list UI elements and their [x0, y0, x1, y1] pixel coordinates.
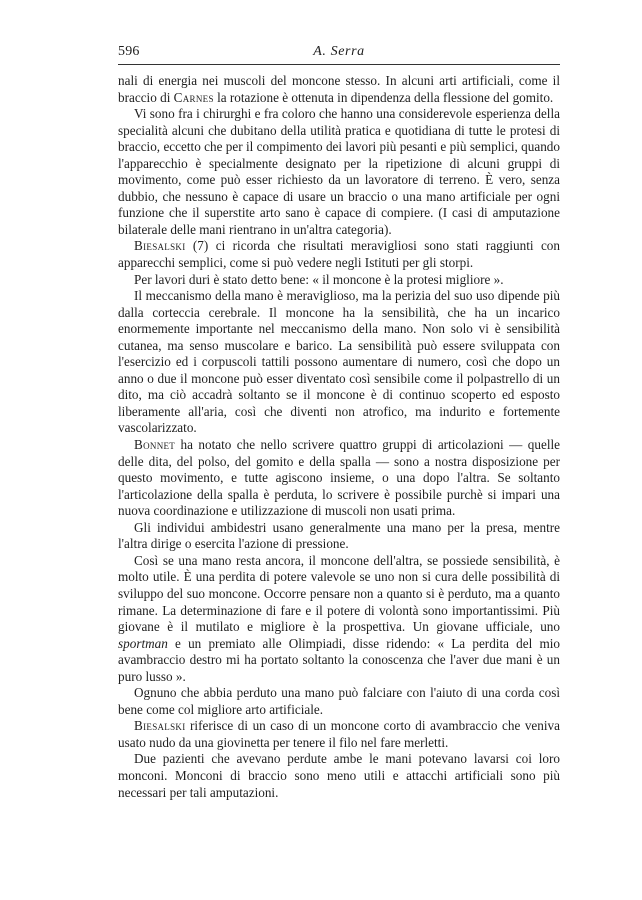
text-run: Vi sono fra i chirurghi e fra coloro che hanno una considerevole esperienza della specialità alcuni che dubitano della utilità pratica e quotidiana di tutte le protesi di braccio, eccetto che per il compimento dei lavori più pesanti e più semplici, quando l'apparecchio è specialmente designato per la ripetizione di alcuni gruppi di movimento, come può esser richiesto da un lavoratore di terreno. È vero, senza dubbio, che nessuno è capace di usare un braccio o una mano artificiale per ogni funzione che il superstite arto sano è capace di compiere. (I casi di amputazione bilaterale delle mani rientrano in un'altra categoria).	[118, 106, 560, 237]
paragraph	[118, 718, 560, 751]
page-number: 596	[118, 44, 140, 59]
author-name: Biesalski	[134, 238, 186, 254]
paragraph	[118, 272, 560, 289]
paragraph	[118, 288, 560, 437]
header-rule	[118, 64, 560, 65]
text-run: la rotazione è ottenuta in dipendenza della flessione del gomito.	[213, 89, 554, 105]
text-run: Così se una mano resta ancora, il moncone dell'altra, se possiede sensibilità, è molto utile. È una perdita di potere valevole se uno non si cura delle possibilità di sviluppo del suo moncone. Occorre pensare non a quanto si è perduto, ma a quanto rimane. La determinazione di fare e il potere di volontà sono importantissimi. Più giovane è il mutilato e migliore è la prospettiva. Un giovane ufficiale, uno	[118, 552, 560, 635]
author-name: Bonnet	[134, 437, 176, 453]
paragraph	[118, 106, 560, 238]
text-run: ha notato che nello scrivere quattro gruppi di articolazioni — quelle delle dita, del polso, del gomito e della spalla — sono a nostra disposizione per questo movimento, e tutte agiscono insieme, o una dopo l'altra. Se soltanto l'articolazione della spalla è perduta, lo scrivere è possibile purchè si impari una nuova coordinazione e utilizzazione di muscoli non usati prima.	[118, 437, 560, 519]
author-name: Carnes	[173, 89, 214, 105]
text-run: e un premiato alle Olimpiadi, disse ridendo: « La perdita del mio avambraccio destro mi ha portato soltanto la conoscenza che l'aver due mani è un puro lusso ».	[118, 635, 560, 684]
author-name: Biesalski	[134, 718, 186, 734]
text-run: Per lavori duri è stato detto bene: « il moncone è la protesi migliore ».	[134, 271, 504, 287]
paragraph	[118, 238, 560, 271]
text-run: Gli individui ambidestri usano generalmente una mano per la presa, mentre l'altra dirige o esercita l'azione di pressione.	[118, 519, 560, 552]
paragraph	[118, 73, 560, 106]
paragraph	[118, 437, 560, 520]
italic-term: sportman	[118, 635, 168, 651]
text-run: Il meccanismo della mano è meraviglioso, ma la perizia del suo uso dipende più dalla corteccia cerebrale. Il moncone ha la sensibilità, che ha un incarico enormemente importante nel meccanismo della mano. Non solo vi è sensibilità cutanea, ma senso muscolare e barico. La sensibilità può essere sviluppata con l'esercizio ed i corpuscoli tattili possono aumentare di numero, così che dopo un anno o due il moncone può esser diventato così sensibile come il polpastrello di un dito, ma ciò accadrà soltanto se il moncone è di continuo scoperto ed esposto liberamente all'aria, così che diventi non atrofico, ma indurito e fortemente vascolarizzato.	[118, 288, 560, 436]
page-header	[118, 44, 560, 64]
text-run: Due pazienti che avevano perdute ambe le mani potevano lavarsi coi loro monconi. Monconi di braccio sono meno utili e attacchi artificiali sono più necessari per tali amputazioni.	[118, 751, 560, 800]
text-run: Ognuno che abbia perduto una mano può falciare con l'aiuto di una corda così bene come col migliore arto artificiale.	[118, 685, 560, 717]
text-run: riferisce di un caso di un moncone corto di avambraccio che veniva usato nudo da una giovinetta per tenere il filo nel fare merletti.	[118, 718, 560, 750]
paragraph	[118, 553, 560, 685]
body-text	[118, 73, 560, 801]
text-run: (7) ci ricorda che risultati meravigliosi sono stati raggiunti con apparecchi semplici, come si può vedere negli Istituti per gli storpi.	[118, 238, 560, 271]
text-run: nali di energia nei muscoli del moncone stesso. In alcuni arti artificiali, come il braccio di	[118, 73, 560, 105]
paragraph	[118, 520, 560, 553]
running-head: A. Serra	[313, 44, 365, 59]
paragraph	[118, 685, 560, 718]
paragraph	[118, 751, 560, 801]
